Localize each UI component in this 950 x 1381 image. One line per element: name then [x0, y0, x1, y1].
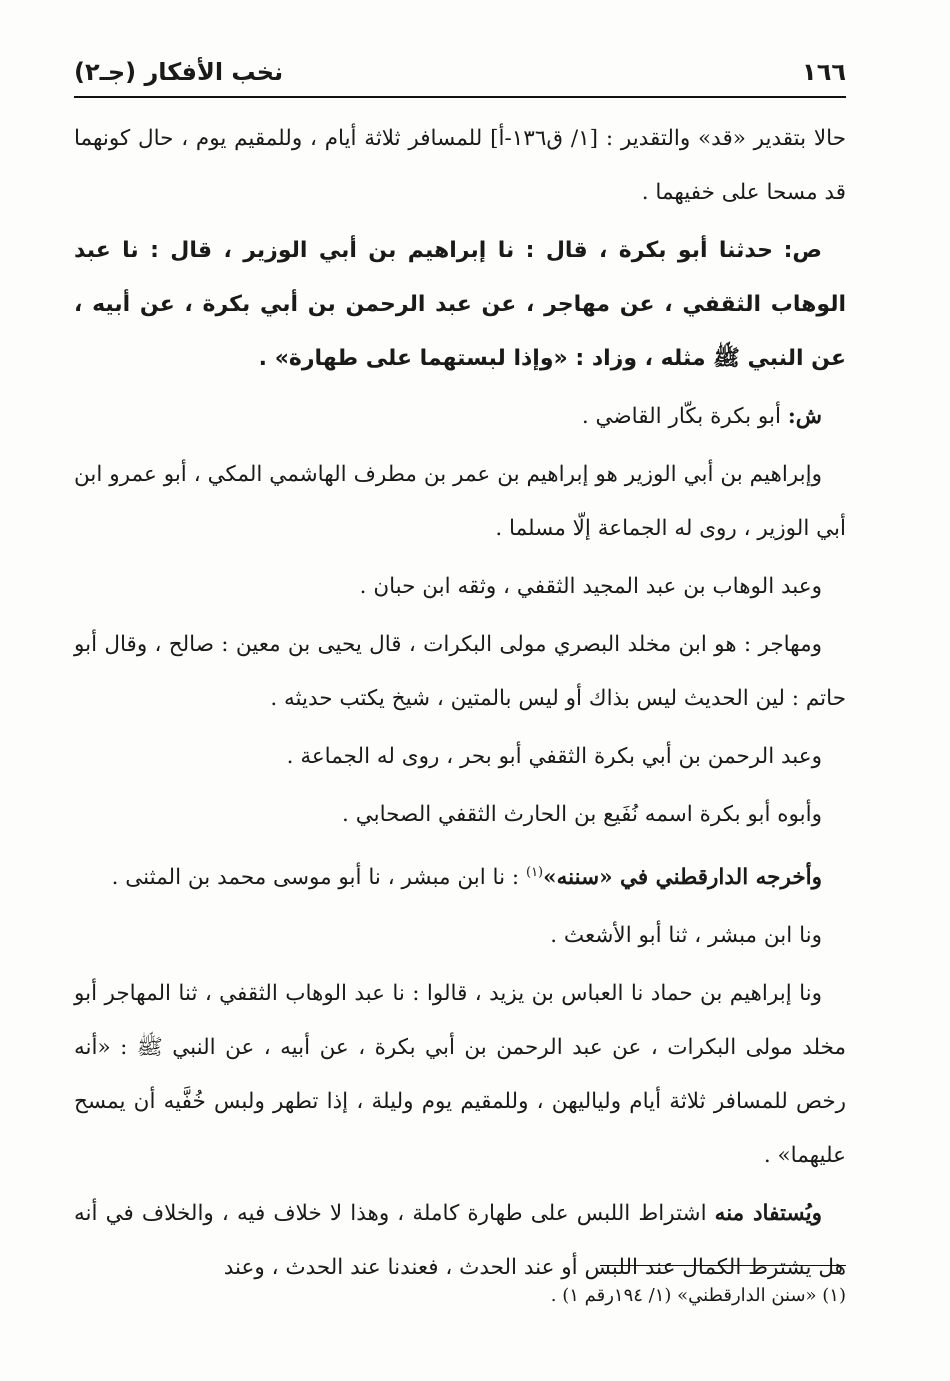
main-text — [74, 112, 846, 1299]
paragraph-text: وإبراهيم بن أبي الوزير هو إبراهيم بن عمر بن مطرف الهاشمي المكي ، أبو عمرو ابن أبي الوزير ، روى له الجماعة إلّا مسلما . — [74, 462, 846, 541]
paragraph-text: ومهاجر : هو ابن مخلد البصري مولى البكرات ، قال يحيى بن معين : صالح ، وقال أبو حاتم : لين الحديث ليس بذاك أو ليس بالمتين ، شيخ يكتب حديثه . — [74, 632, 846, 711]
paragraph-text: : نا ابن مبشر ، نا أبو موسى محمد بن المثنى . — [111, 865, 520, 891]
paragraph — [74, 788, 846, 842]
hadith-paragraph — [74, 224, 846, 386]
sad-marker: ص: — [783, 238, 822, 263]
paragraph-text: حالا بتقدير «قد» والتقدير : [١/ ق١٣٦-أ] للمسافر ثلاثة أيام ، وللمقيم يوم ، حال كونهما قد مسحا على خفيهما . — [74, 126, 846, 205]
hadith-text: حدثنا أبو بكرة ، قال : نا إبراهيم بن أبي الوزير ، قال : نا عبد الوهاب الثقفي ، عن مهاجر ، عن عبد الرحمن بن أبي بكرة ، عن أبيه ، عن النبي ﷺ مثله ، وزاد : «وإذا لبستهما على طهارة» . — [74, 238, 846, 371]
footnote: (١) «سنن الدارقطني» (١/ ١٩٤رقم ١) . — [550, 1285, 846, 1306]
page-header — [74, 52, 846, 92]
paragraph-lead: ويُستفاد منه — [714, 1201, 822, 1227]
shin-marker: ش: — [787, 404, 822, 429]
paragraph — [74, 967, 846, 1183]
paragraph-text: ونا ابن مبشر ، ثنا أبو الأشعث . — [550, 923, 822, 949]
paragraph — [74, 448, 846, 556]
paragraph-text: وعبد الوهاب بن عبد المجيد الثقفي ، وثقه ابن حبان . — [359, 574, 822, 599]
footnote-ref: (١) — [525, 865, 544, 880]
running-title: نخب الأفكار (جـ٢) — [74, 58, 284, 86]
paragraph-text: اشتراط اللبس على طهارة كاملة ، وهذا لا خلاف فيه ، والخلاف في أنه هل يشترط الكمال عند اللبس أو عند الحدث ، فعندنا عند الحدث ، وعند — [74, 1201, 846, 1281]
paragraph — [74, 560, 846, 614]
paragraph-text: ونا إبراهيم بن حماد نا العباس بن يزيد ، قالوا : نا عبد الوهاب الثقفي ، ثنا المهاجر أبو مخلد مولى البكرات ، عن عبد الرحمن بن أبي بكرة ، عن أبيه ، عن النبي ﷺ : «أنه رخص للمسافر ثلاثة أيام ولياليهن ، وللمقيم يوم وليلة ، إذا تطهر ولبس خُفَّيه أن يمسح عليهما» . — [74, 981, 846, 1169]
paragraph — [74, 730, 846, 784]
paragraph-text: وأبوه أبو بكرة اسمه نُفَيع بن الحارث الثقفي الصحابي . — [342, 802, 822, 827]
paragraph — [74, 846, 846, 905]
page-number: ١٦٦ — [802, 58, 846, 86]
footnote-rule — [600, 1265, 846, 1266]
paragraph-lead: وأخرجه الدارقطني في «سننه» — [543, 865, 822, 891]
paragraph-text: وعبد الرحمن بن أبي بكرة الثقفي أبو بحر ، روى له الجماعة . — [286, 744, 822, 769]
paragraph — [74, 112, 846, 220]
paragraph — [74, 909, 846, 963]
paragraph — [74, 618, 846, 726]
commentary-paragraph — [74, 390, 846, 444]
paragraph-text: أبو بكرة بكّار القاضي . — [581, 404, 781, 429]
header-rule — [74, 96, 846, 98]
